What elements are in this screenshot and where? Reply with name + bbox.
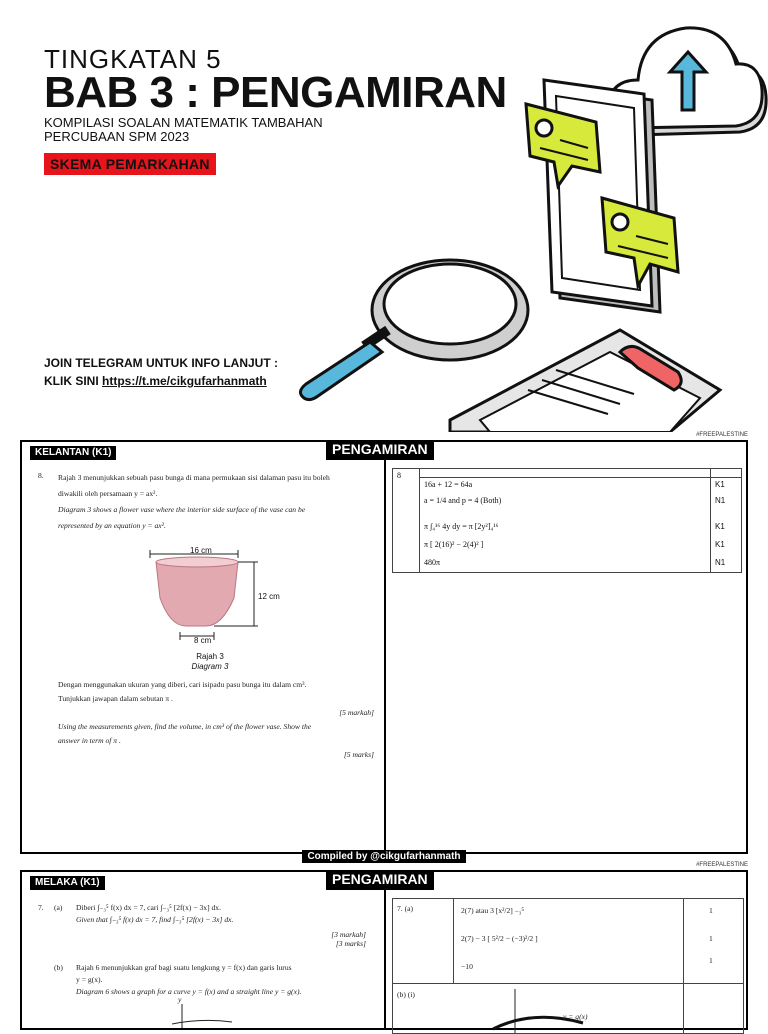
label-column-line [453, 899, 454, 983]
part-b-label: (b) [54, 963, 63, 972]
page-divider [384, 872, 386, 1028]
page-title: PENGAMIRAN [326, 440, 434, 460]
part-b-text [76, 962, 366, 998]
part-b-malay-line-1: Rajah 6 menunjukkan graf bagi suatu lengkung y = f(x) dan garis lurus [76, 963, 292, 972]
part-a-text [76, 902, 366, 948]
question-english-line-2: represented by an equation y = ax². [58, 521, 166, 530]
graph-sketch [172, 1004, 322, 1028]
answer-mark: 1 [709, 934, 713, 943]
question-number: 7. [38, 903, 44, 912]
klik-label: KLIK SINI [44, 374, 99, 388]
answer-mark: K1 [711, 478, 742, 495]
question-english-line-1: Diagram 3 shows a flower vase where the interior side surface of the vase can be [58, 505, 306, 514]
marks-malay: [5 markah] [339, 708, 374, 717]
instruction-english-line-1: Using the measurements given, find the volume, in cm³ of the flower vase. Show the [58, 722, 312, 731]
answer-page-kelantan [20, 440, 748, 854]
answer-working: 16a + 12 = 64a [420, 478, 711, 495]
answer-working: π ∫₄¹⁶ 4y dy = π [2y²]₄¹⁶ [420, 520, 711, 538]
answer-mark: N1 [711, 494, 742, 520]
answer-page-melaka [20, 870, 748, 1030]
magnifier-icon [300, 260, 528, 400]
table-row [393, 520, 742, 538]
answer-working: a = 1/4 and p = 4 (Both) [420, 494, 711, 520]
answer-line: −10 [461, 962, 473, 971]
part-a-label: (a) [54, 903, 63, 912]
compilation-line-1: KOMPILASI SOALAN MATEMATIK TAMBAHAN [44, 115, 323, 130]
answer-working: 480π [420, 556, 711, 573]
telegram-link[interactable]: https://t.me/cikgufarhanmath [102, 374, 267, 388]
diagram-caption-malay: Rajah 3 [196, 652, 224, 661]
answer-working: π [ 2(16)² − 2(4)² ] [420, 538, 711, 556]
cover-subtitle: TINGKATAN 5 [44, 44, 222, 74]
answer-number: 8 [393, 469, 420, 573]
page-title: PENGAMIRAN [326, 870, 434, 890]
cover-illustration [290, 0, 768, 432]
marks-english: [5 marks] [343, 750, 374, 759]
part-a-marks-malay: [3 markah] [331, 930, 366, 939]
join-line: JOIN TELEGRAM UNTUK INFO LANJUT : [44, 356, 278, 370]
answer-line: 2(7) − 3 [ 5²/2 − (−3)²/2 ] [461, 934, 538, 943]
state-tag: KELANTAN (K1) [30, 446, 116, 460]
part-a-english: Given that ∫₋₃⁵ f(x) dx = 7, find ∫₋₃⁵ [2f(x) − 3x] dx. [76, 915, 234, 924]
dimension-height: 12 cm [258, 592, 280, 601]
compiled-by-footer [0, 846, 768, 864]
table-row [393, 556, 742, 573]
skema-badge: SKEMA PEMARKAHAN [44, 153, 216, 175]
answer-line: 2(7) atau 3 [x²/2] ₋₃⁵ [461, 906, 525, 915]
dimension-bottom: 8 cm [194, 636, 212, 645]
page-divider [384, 442, 386, 852]
instruction-malay-line-2: Tunjukkan jawapan dalam sebutan π . [58, 694, 173, 703]
question-malay-line-1: Rajah 3 menunjukkan sebuah pasu bunga di mana permukaan sisi dalaman pasu itu boleh [58, 473, 330, 482]
state-tag: MELAKA (K1) [30, 876, 105, 890]
mark-column-line [683, 899, 684, 1033]
answer-part-b-label: (b) (i) [397, 990, 415, 999]
question-number: 8. [38, 471, 44, 480]
table-row [393, 538, 742, 556]
part-b-malay-line-2: y = g(x). [76, 975, 103, 984]
free-palestine-tag: #FREEPALESTINE [696, 862, 748, 868]
question-text [58, 470, 374, 534]
table-row [393, 494, 742, 520]
answer-graph-sketch [473, 989, 633, 1033]
part-a-marks-english: [3 marks] [335, 939, 366, 948]
answer-mark: 1 [709, 956, 713, 965]
row-line [393, 983, 743, 984]
cover-title: BAB 3 : PENGAMIRAN [44, 68, 507, 117]
dimension-top: 16 cm [190, 546, 212, 555]
answer-table [392, 898, 744, 1034]
answer-mark: N1 [711, 556, 742, 573]
part-a-malay: Diberi ∫₋₃⁵ f(x) dx = 7, cari ∫₋₃⁵ [2f(x) − 3x] dx. [76, 903, 221, 912]
instruction-english-line-2: answer in term of π . [58, 736, 121, 745]
instruction-malay-line-1: Dengan menggunakan ukuran yang diberi, cari isipadu pasu bunga itu dalam cm³. [58, 680, 307, 689]
answer-mark: K1 [711, 538, 742, 556]
diagram-caption-english: Diagram 3 [191, 662, 229, 671]
part-b-english: Diagram 6 shows a graph for a curve y = f(x) and a straight line y = g(x). [76, 987, 302, 996]
answer-table [392, 468, 742, 573]
answer-label: 7. (a) [397, 904, 414, 913]
answer-mark: K1 [711, 520, 742, 538]
table-spacer [711, 469, 742, 478]
instructions [58, 678, 374, 762]
compilation-line-2: PERCUBAAN SPM 2023 [44, 129, 190, 144]
table-row [393, 469, 742, 478]
answer-graph-label: y = g(x) [563, 1012, 588, 1021]
graph-axis-label: y [178, 995, 182, 1004]
table-row [393, 478, 742, 495]
compiled-by-label: Compiled by @cikgufarhanmath [302, 850, 465, 863]
telegram-info [44, 354, 278, 390]
free-palestine-tag: #FREEPALESTINE [696, 432, 748, 438]
answer-mark: 1 [709, 906, 713, 915]
question-malay-line-2: diwakili oleh persamaan y = ax². [58, 489, 158, 498]
table-spacer [420, 469, 711, 478]
